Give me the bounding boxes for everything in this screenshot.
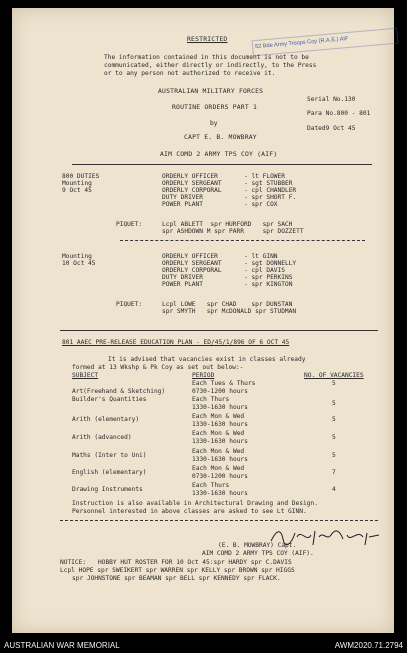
class-period: 1330-1630 hours bbox=[192, 438, 248, 445]
classification-mark: RESTRICTED bbox=[187, 35, 228, 43]
column-header-vacancies: NO. OF VACANCIES bbox=[304, 372, 364, 379]
duty-role: ORDERLY OFFICER bbox=[162, 173, 218, 180]
duty-name: - lt GINN bbox=[244, 253, 278, 260]
education-intro: formed at 13 Wkshp & Pk Coy as set out below:- bbox=[72, 364, 244, 371]
document-page bbox=[12, 8, 394, 633]
duty-role: ORDERLY SERGEANT bbox=[162, 260, 222, 267]
class-subject: Arith (elementary) bbox=[72, 416, 140, 423]
class-subject: Arith (advanced) bbox=[72, 434, 132, 441]
duty-name: - spr KINGTON bbox=[244, 281, 293, 288]
class-vacancies: 5 bbox=[332, 452, 336, 459]
duty-role: POWER PLANT bbox=[162, 201, 203, 208]
class-subject: Drawing Instruments bbox=[72, 486, 143, 493]
duty-role: ORDERLY SERGEANT bbox=[162, 180, 222, 187]
duty-role: DUTY DRIVER bbox=[162, 274, 203, 281]
class-period: 1330-1630 hours bbox=[192, 404, 248, 411]
divider bbox=[60, 330, 378, 331]
piquet-line: spr SMYTH spr McDONALD spr STUDMAN bbox=[162, 308, 297, 315]
class-subject: Builder's Quantities bbox=[72, 396, 147, 403]
para-number: Para No.800 - 801 bbox=[307, 110, 371, 117]
class-period: Each Mon & Wed bbox=[192, 430, 245, 437]
duty-role: ORDERLY CORPORAL bbox=[162, 187, 222, 194]
divider bbox=[60, 520, 378, 521]
notice-line: Lcpl HOPE spr SWEIKERT spr WARREN spr KELLY spr BROWN spr HIGGS bbox=[60, 567, 295, 574]
duty-role: DUTY DRIVER bbox=[162, 194, 203, 201]
institution-name: AUSTRALIAN WAR MEMORIAL bbox=[4, 641, 120, 650]
mounting-label: Mounting bbox=[62, 180, 92, 187]
notice-line: spr JOHNSTONE spr BEAMAN spr BELL spr KENNEDY spr FLACK. bbox=[72, 575, 281, 582]
duty-name: - sgt STUBBER bbox=[244, 180, 293, 187]
piquet-line: Lcpl LOWE spr CHAD spr DUNSTAN bbox=[162, 301, 293, 308]
class-period: Each Mon & Wed bbox=[192, 413, 245, 420]
notice-line-1: The information contained in this document is not to be bbox=[104, 54, 309, 61]
notice-line-3: or to any person not authorized to receive it. bbox=[104, 70, 276, 77]
mounting-label: Mounting bbox=[62, 253, 92, 260]
class-period: 1330-1630 hours bbox=[192, 421, 248, 428]
class-period: 1330-1630 hours bbox=[192, 456, 248, 463]
duty-name: - spr COX bbox=[244, 201, 278, 208]
piquet-line: Lcpl ABLETT spr HURFORD spr SACH bbox=[162, 221, 293, 228]
notice-label: NOTICE: bbox=[60, 559, 87, 566]
duty-name: - spr SHORT F. bbox=[244, 194, 297, 201]
accession-number: AWM2020.71.2794 bbox=[334, 641, 403, 650]
notice-line-2: communicated, either directly or indirectly, to the Press bbox=[104, 62, 317, 69]
class-vacancies: 5 bbox=[332, 416, 336, 423]
piquet-line: spr ASHDOWN M spr PARR spr DOZZETT bbox=[162, 228, 304, 235]
archive-footer bbox=[0, 636, 407, 653]
class-period: Each Mon & Wed bbox=[192, 448, 245, 455]
by-label: by bbox=[210, 120, 218, 127]
education-intro: It is advised that vacancies exist in classes already bbox=[108, 356, 306, 363]
dated: Dated9 Oct 45 bbox=[307, 125, 356, 132]
duties-title: 800 DUTIES bbox=[62, 173, 100, 180]
class-vacancies: 5 bbox=[332, 434, 336, 441]
class-vacancies: 7 bbox=[332, 469, 336, 476]
column-header-subject: SUBJECT bbox=[72, 372, 99, 379]
class-period: Each Tues & Thurs bbox=[192, 380, 256, 387]
divider bbox=[72, 164, 372, 165]
education-heading: 801 AAEC PRE-RELEASE EDUCATION PLAN - ED/45/1/896 OF 6 OCT 45 bbox=[62, 339, 290, 346]
duty-name: - lt FLOWER bbox=[244, 173, 285, 180]
duty-role: ORDERLY CORPORAL bbox=[162, 267, 222, 274]
class-vacancies: 5 bbox=[332, 400, 336, 407]
unit-name: AIM COMD 2 ARMY TPS COY (AIF) bbox=[160, 150, 278, 158]
class-period: Each Thurs bbox=[192, 482, 230, 489]
duty-name: - cpl DAVIS bbox=[244, 267, 285, 274]
duty-name: - sgt DONNELLY bbox=[244, 260, 297, 267]
signed-unit: AIM COMD 2 ARMY TPS COY (AIF). bbox=[202, 550, 314, 557]
serial-number: Serial No.130 bbox=[307, 96, 356, 103]
mounting-date: 10 Oct 45 bbox=[62, 260, 96, 267]
class-subject: English (elementary) bbox=[72, 469, 147, 476]
duty-role: ORDERLY OFFICER bbox=[162, 253, 218, 260]
class-period: 0730-1200 hours bbox=[192, 388, 248, 395]
class-period: Each Mon & Wed bbox=[192, 465, 245, 472]
column-header-period: PERIOD bbox=[192, 372, 215, 379]
org-name: AUSTRALIAN MILITARY FORCES bbox=[158, 87, 264, 95]
unit-stamp: 52 Bde Army Troops Coy (R.A.E.) AIF bbox=[252, 28, 399, 57]
class-vacancies: 5 bbox=[332, 380, 336, 387]
piquet-label: PIQUET: bbox=[116, 221, 143, 228]
divider bbox=[120, 240, 365, 241]
officer-name: CAPT E. B. MOWBRAY bbox=[184, 133, 257, 141]
duty-role: POWER PLANT bbox=[162, 281, 203, 288]
mounting-date: 9 Oct 45 bbox=[62, 187, 92, 194]
class-subject: Art(Freehand & Sketching) bbox=[72, 388, 166, 395]
orders-title: ROUTINE ORDERS PART 1 bbox=[172, 103, 257, 111]
education-note: Instruction is also available in Architectural Drawing and Design. bbox=[72, 500, 318, 507]
class-subject: Maths (Inter to Uni) bbox=[72, 452, 147, 459]
class-vacancies: 4 bbox=[332, 486, 336, 493]
class-period: 0730-1200 hours bbox=[192, 473, 248, 480]
duty-name: - spr PERKINS bbox=[244, 274, 293, 281]
education-note: Personnel interested in above classes are asked to see Lt GINN. bbox=[72, 508, 307, 515]
signed-name: (E. B. MOWBRAY) Capt. bbox=[218, 542, 297, 549]
class-period: Each Thurs bbox=[192, 396, 230, 403]
class-period: 1330-1630 hours bbox=[192, 490, 248, 497]
piquet-label: PIQUET: bbox=[116, 301, 143, 308]
duty-name: - cpl CHANDLER bbox=[244, 187, 297, 194]
notice-line: HOBBY HUT ROSTER FOR 10 Oct 45:spr HARDY spr C.DAVIS bbox=[98, 559, 292, 566]
